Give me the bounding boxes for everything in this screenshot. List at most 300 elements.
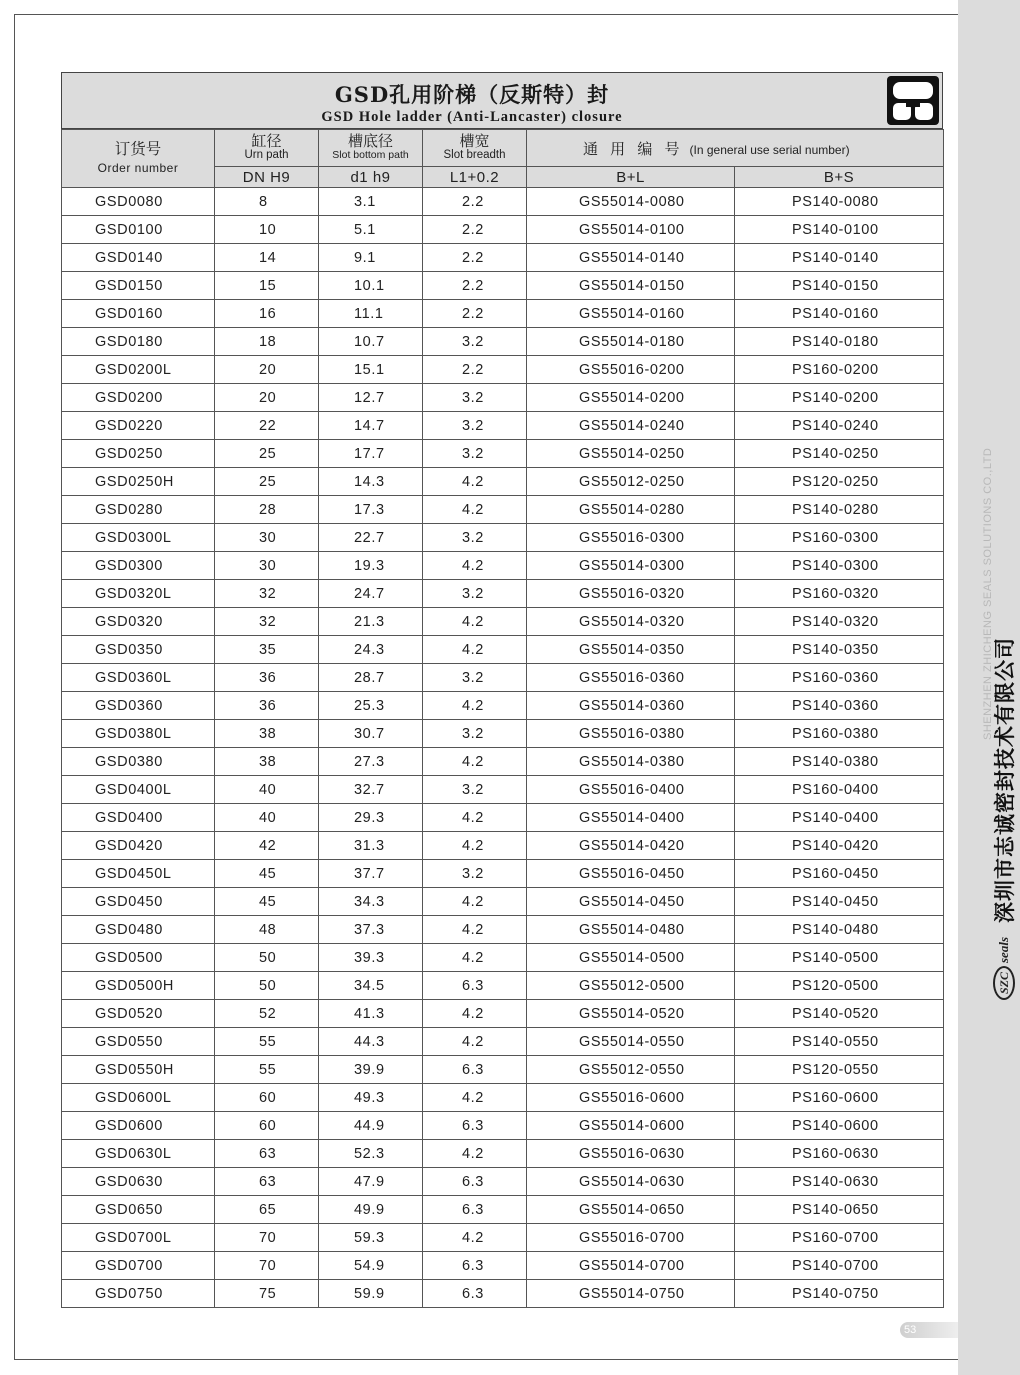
table-row <box>62 384 944 412</box>
product-table-sheet <box>61 72 943 1308</box>
slot-bottom-cell: 27.3 <box>319 748 423 776</box>
urn-path-cell: 25 <box>215 440 319 468</box>
urn-path-cell: 63 <box>215 1168 319 1196</box>
order-number-cell: GSD0250H <box>62 468 215 496</box>
order-number-cell: GSD0750 <box>62 1280 215 1308</box>
serial-bs-cell: PS140-0240 <box>735 412 944 440</box>
slot-breadth-cell: 3.2 <box>423 440 527 468</box>
slot-breadth-cell: 4.2 <box>423 916 527 944</box>
slot-breadth-cell: 6.3 <box>423 1196 527 1224</box>
header-urn-path: 缸径 Urn path <box>215 130 319 167</box>
slot-bottom-cell: 5.1 <box>319 216 423 244</box>
urn-path-cell: 52 <box>215 1000 319 1028</box>
logo-word: seals <box>996 937 1011 963</box>
urn-path-cell: 20 <box>215 384 319 412</box>
serial-bs-cell: PS140-0080 <box>735 188 944 216</box>
slot-bottom-cell: 28.7 <box>319 664 423 692</box>
order-number-cell: GSD0650 <box>62 1196 215 1224</box>
serial-bs-cell: PS160-0450 <box>735 860 944 888</box>
serial-bs-cell: PS140-0160 <box>735 300 944 328</box>
urn-path-cell: 55 <box>215 1028 319 1056</box>
product-table <box>61 129 944 1308</box>
slot-bottom-cell: 30.7 <box>319 720 423 748</box>
serial-bs-cell: PS140-0180 <box>735 328 944 356</box>
urn-path-cell: 65 <box>215 1196 319 1224</box>
serial-bs-cell: PS140-0100 <box>735 216 944 244</box>
company-name-cn: 深圳市志诚密封技术有限公司 <box>992 637 1017 923</box>
order-number-cell: GSD0400 <box>62 804 215 832</box>
header-general-serial: 通 用 编 号 (In general use serial number) <box>527 130 944 167</box>
slot-breadth-cell: 3.2 <box>423 720 527 748</box>
serial-bl-cell: GS55014-0360 <box>527 692 735 720</box>
table-row <box>62 1056 944 1084</box>
slot-breadth-cell: 4.2 <box>423 1224 527 1252</box>
urn-path-cell: 38 <box>215 720 319 748</box>
table-row <box>62 1028 944 1056</box>
slot-breadth-cell: 6.3 <box>423 1280 527 1308</box>
urn-path-cell: 45 <box>215 860 319 888</box>
slot-bottom-cell: 25.3 <box>319 692 423 720</box>
urn-path-cell: 40 <box>215 804 319 832</box>
slot-breadth-cell: 4.2 <box>423 748 527 776</box>
serial-bl-cell: GS55014-0150 <box>527 272 735 300</box>
table-row <box>62 328 944 356</box>
serial-bs-cell: PS140-0750 <box>735 1280 944 1308</box>
slot-breadth-cell: 4.2 <box>423 552 527 580</box>
slot-breadth-cell: 2.2 <box>423 300 527 328</box>
table-row <box>62 524 944 552</box>
slot-breadth-cell: 4.2 <box>423 1028 527 1056</box>
slot-bottom-cell: 14.3 <box>319 468 423 496</box>
company-banner <box>989 637 1019 1000</box>
slot-bottom-cell: 12.7 <box>319 384 423 412</box>
slot-breadth-cell: 3.2 <box>423 412 527 440</box>
slot-bottom-cell: 10.1 <box>319 272 423 300</box>
serial-bl-cell: GS55014-0320 <box>527 608 735 636</box>
serial-bl-cell: GS55012-0550 <box>527 1056 735 1084</box>
serial-bs-cell: PS140-0150 <box>735 272 944 300</box>
slot-breadth-cell: 3.2 <box>423 384 527 412</box>
serial-bs-cell: PS120-0500 <box>735 972 944 1000</box>
urn-path-cell: 15 <box>215 272 319 300</box>
urn-path-cell: 40 <box>215 776 319 804</box>
slot-breadth-cell: 4.2 <box>423 692 527 720</box>
serial-bl-cell: GS55014-0600 <box>527 1112 735 1140</box>
slot-breadth-cell: 3.2 <box>423 580 527 608</box>
serial-bs-cell: PS140-0300 <box>735 552 944 580</box>
serial-bs-cell: PS160-0700 <box>735 1224 944 1252</box>
slot-breadth-cell: 4.2 <box>423 496 527 524</box>
table-row <box>62 1280 944 1308</box>
serial-bl-cell: GS55014-0450 <box>527 888 735 916</box>
header-dn: DN H9 <box>215 167 319 188</box>
serial-bl-cell: GS55014-0250 <box>527 440 735 468</box>
serial-bs-cell: PS140-0630 <box>735 1168 944 1196</box>
slot-breadth-cell: 4.2 <box>423 804 527 832</box>
urn-path-cell: 25 <box>215 468 319 496</box>
slot-breadth-cell: 3.2 <box>423 776 527 804</box>
serial-bl-cell: GS55014-0750 <box>527 1280 735 1308</box>
serial-bl-cell: GS55014-0500 <box>527 944 735 972</box>
serial-bs-cell: PS160-0380 <box>735 720 944 748</box>
table-row <box>62 496 944 524</box>
serial-bs-cell: PS140-0140 <box>735 244 944 272</box>
slot-bottom-cell: 29.3 <box>319 804 423 832</box>
table-row <box>62 580 944 608</box>
serial-bl-cell: GS55016-0380 <box>527 720 735 748</box>
table-row <box>62 244 944 272</box>
header-bs: B+S <box>735 167 944 188</box>
title-cn: GSD孔用阶梯（反斯特）封 <box>334 82 610 107</box>
table-row <box>62 1000 944 1028</box>
table-row <box>62 1112 944 1140</box>
serial-bs-cell: PS160-0320 <box>735 580 944 608</box>
header-d1: d1 h9 <box>319 167 423 188</box>
urn-path-cell: 75 <box>215 1280 319 1308</box>
order-number-cell: GSD0220 <box>62 412 215 440</box>
page-number: 53 <box>900 1322 958 1338</box>
table-row <box>62 1084 944 1112</box>
order-number-cell: GSD0150 <box>62 272 215 300</box>
slot-bottom-cell: 37.7 <box>319 860 423 888</box>
order-number-cell: GSD0500 <box>62 944 215 972</box>
serial-bl-cell: GS55014-0080 <box>527 188 735 216</box>
order-number-cell: GSD0160 <box>62 300 215 328</box>
table-row <box>62 636 944 664</box>
header-slot-bottom: 槽底径 Slot bottom path <box>319 130 423 167</box>
serial-bs-cell: PS120-0550 <box>735 1056 944 1084</box>
slot-breadth-cell: 6.3 <box>423 1252 527 1280</box>
urn-path-cell: 36 <box>215 692 319 720</box>
table-row <box>62 888 944 916</box>
table-row <box>62 552 944 580</box>
table-row <box>62 272 944 300</box>
table-row <box>62 832 944 860</box>
urn-path-cell: 10 <box>215 216 319 244</box>
order-number-cell: GSD0080 <box>62 188 215 216</box>
header-l1: L1+0.2 <box>423 167 527 188</box>
serial-bs-cell: PS140-0650 <box>735 1196 944 1224</box>
urn-path-cell: 28 <box>215 496 319 524</box>
slot-breadth-cell: 6.3 <box>423 1056 527 1084</box>
order-number-cell: GSD0420 <box>62 832 215 860</box>
serial-bs-cell: PS160-0300 <box>735 524 944 552</box>
table-row <box>62 1224 944 1252</box>
order-number-cell: GSD0630L <box>62 1140 215 1168</box>
order-number-cell: GSD0200 <box>62 384 215 412</box>
serial-bl-cell: GS55016-0450 <box>527 860 735 888</box>
urn-path-cell: 30 <box>215 552 319 580</box>
slot-breadth-cell: 2.2 <box>423 188 527 216</box>
serial-bl-cell: GS55014-0300 <box>527 552 735 580</box>
urn-path-cell: 35 <box>215 636 319 664</box>
slot-breadth-cell: 6.3 <box>423 1112 527 1140</box>
table-row <box>62 608 944 636</box>
table-row <box>62 664 944 692</box>
slot-bottom-cell: 59.9 <box>319 1280 423 1308</box>
serial-bl-cell: GS55014-0630 <box>527 1168 735 1196</box>
urn-path-cell: 45 <box>215 888 319 916</box>
table-row <box>62 1168 944 1196</box>
slot-breadth-cell: 3.2 <box>423 524 527 552</box>
slot-bottom-cell: 44.9 <box>319 1112 423 1140</box>
serial-bs-cell: PS160-0400 <box>735 776 944 804</box>
logo-mark: SZC <box>993 966 1015 1000</box>
slot-breadth-cell: 4.2 <box>423 1084 527 1112</box>
serial-bl-cell: GS55014-0200 <box>527 384 735 412</box>
serial-bl-cell: GS55016-0700 <box>527 1224 735 1252</box>
urn-path-cell: 50 <box>215 972 319 1000</box>
serial-bl-cell: GS55012-0500 <box>527 972 735 1000</box>
order-number-cell: GSD0550 <box>62 1028 215 1056</box>
serial-bs-cell: PS140-0250 <box>735 440 944 468</box>
slot-bottom-cell: 21.3 <box>319 608 423 636</box>
table-row <box>62 1140 944 1168</box>
order-number-cell: GSD0360 <box>62 692 215 720</box>
seal-profile-icon <box>884 73 942 128</box>
serial-bl-cell: GS55014-0180 <box>527 328 735 356</box>
urn-path-cell: 42 <box>215 832 319 860</box>
slot-breadth-cell: 4.2 <box>423 468 527 496</box>
order-number-cell: GSD0380 <box>62 748 215 776</box>
slot-bottom-cell: 19.3 <box>319 552 423 580</box>
serial-bl-cell: GS55014-0100 <box>527 216 735 244</box>
table-row <box>62 412 944 440</box>
order-number-cell: GSD0280 <box>62 496 215 524</box>
slot-breadth-cell: 4.2 <box>423 944 527 972</box>
serial-bl-cell: GS55014-0350 <box>527 636 735 664</box>
serial-bl-cell: GS55016-0400 <box>527 776 735 804</box>
serial-bs-cell: PS140-0700 <box>735 1252 944 1280</box>
serial-bl-cell: GS55014-0550 <box>527 1028 735 1056</box>
slot-bottom-cell: 11.1 <box>319 300 423 328</box>
order-number-cell: GSD0480 <box>62 916 215 944</box>
urn-path-cell: 14 <box>215 244 319 272</box>
header-bl: B+L <box>527 167 735 188</box>
urn-path-cell: 8 <box>215 188 319 216</box>
slot-bottom-cell: 47.9 <box>319 1168 423 1196</box>
table-row <box>62 356 944 384</box>
serial-bl-cell: GS55014-0240 <box>527 412 735 440</box>
order-number-cell: GSD0350 <box>62 636 215 664</box>
serial-bs-cell: PS140-0360 <box>735 692 944 720</box>
company-name-en: SHENZHEN ZHICHENG SEALS SOLUTIONS CO.,LTD <box>982 447 994 740</box>
urn-path-cell: 22 <box>215 412 319 440</box>
slot-bottom-cell: 31.3 <box>319 832 423 860</box>
urn-path-cell: 16 <box>215 300 319 328</box>
order-number-cell: GSD0450 <box>62 888 215 916</box>
urn-path-cell: 18 <box>215 328 319 356</box>
serial-bs-cell: PS160-0200 <box>735 356 944 384</box>
serial-bs-cell: PS140-0520 <box>735 1000 944 1028</box>
serial-bl-cell: GS55014-0140 <box>527 244 735 272</box>
urn-path-cell: 60 <box>215 1112 319 1140</box>
table-row <box>62 776 944 804</box>
serial-bs-cell: PS140-0420 <box>735 832 944 860</box>
slot-bottom-cell: 34.5 <box>319 972 423 1000</box>
table-row <box>62 804 944 832</box>
urn-path-cell: 32 <box>215 608 319 636</box>
urn-path-cell: 70 <box>215 1252 319 1280</box>
serial-bs-cell: PS140-0500 <box>735 944 944 972</box>
serial-bs-cell: PS140-0280 <box>735 496 944 524</box>
slot-breadth-cell: 3.2 <box>423 664 527 692</box>
order-number-cell: GSD0600 <box>62 1112 215 1140</box>
slot-breadth-cell: 6.3 <box>423 1168 527 1196</box>
slot-breadth-cell: 4.2 <box>423 1140 527 1168</box>
urn-path-cell: 38 <box>215 748 319 776</box>
serial-bs-cell: PS160-0630 <box>735 1140 944 1168</box>
table-row <box>62 692 944 720</box>
slot-breadth-cell: 2.2 <box>423 356 527 384</box>
table-row <box>62 440 944 468</box>
slot-bottom-cell: 14.7 <box>319 412 423 440</box>
table-row <box>62 944 944 972</box>
serial-bs-cell: PS160-0360 <box>735 664 944 692</box>
serial-bl-cell: GS55014-0400 <box>527 804 735 832</box>
order-number-cell: GSD0320 <box>62 608 215 636</box>
urn-path-cell: 63 <box>215 1140 319 1168</box>
serial-bl-cell: GS55016-0600 <box>527 1084 735 1112</box>
slot-bottom-cell: 17.7 <box>319 440 423 468</box>
slot-breadth-cell: 4.2 <box>423 832 527 860</box>
urn-path-cell: 32 <box>215 580 319 608</box>
slot-bottom-cell: 15.1 <box>319 356 423 384</box>
serial-bl-cell: GS55012-0250 <box>527 468 735 496</box>
slot-breadth-cell: 2.2 <box>423 244 527 272</box>
serial-bl-cell: GS55014-0380 <box>527 748 735 776</box>
table-row <box>62 972 944 1000</box>
slot-bottom-cell: 49.3 <box>319 1084 423 1112</box>
urn-path-cell: 50 <box>215 944 319 972</box>
serial-bs-cell: PS140-0550 <box>735 1028 944 1056</box>
table-row <box>62 1252 944 1280</box>
serial-bl-cell: GS55016-0360 <box>527 664 735 692</box>
slot-breadth-cell: 4.2 <box>423 888 527 916</box>
serial-bs-cell: PS160-0600 <box>735 1084 944 1112</box>
slot-bottom-cell: 17.3 <box>319 496 423 524</box>
order-number-cell: GSD0400L <box>62 776 215 804</box>
serial-bl-cell: GS55014-0520 <box>527 1000 735 1028</box>
slot-breadth-cell: 4.2 <box>423 1000 527 1028</box>
serial-bs-cell: PS140-0450 <box>735 888 944 916</box>
serial-bs-cell: PS140-0400 <box>735 804 944 832</box>
serial-bl-cell: GS55014-0420 <box>527 832 735 860</box>
slot-bottom-cell: 32.7 <box>319 776 423 804</box>
slot-breadth-cell: 6.3 <box>423 972 527 1000</box>
table-row <box>62 188 944 216</box>
table-row <box>62 860 944 888</box>
slot-bottom-cell: 24.3 <box>319 636 423 664</box>
slot-breadth-cell: 4.2 <box>423 608 527 636</box>
order-number-cell: GSD0300L <box>62 524 215 552</box>
slot-bottom-cell: 9.1 <box>319 244 423 272</box>
header-slot-breadth: 槽宽 Slot breadth <box>423 130 527 167</box>
header-order-number: 订货号 Order number <box>62 130 215 188</box>
order-number-cell: GSD0200L <box>62 356 215 384</box>
slot-bottom-cell: 59.3 <box>319 1224 423 1252</box>
urn-path-cell: 55 <box>215 1056 319 1084</box>
order-number-cell: GSD0550H <box>62 1056 215 1084</box>
urn-path-cell: 30 <box>215 524 319 552</box>
table-title-bar <box>61 72 943 129</box>
urn-path-cell: 20 <box>215 356 319 384</box>
serial-bl-cell: GS55016-0320 <box>527 580 735 608</box>
slot-breadth-cell: 3.2 <box>423 860 527 888</box>
order-number-cell: GSD0630 <box>62 1168 215 1196</box>
slot-bottom-cell: 52.3 <box>319 1140 423 1168</box>
order-number-cell: GSD0300 <box>62 552 215 580</box>
serial-bl-cell: GS55016-0630 <box>527 1140 735 1168</box>
order-number-cell: GSD0250 <box>62 440 215 468</box>
order-number-cell: GSD0600L <box>62 1084 215 1112</box>
order-number-cell: GSD0700 <box>62 1252 215 1280</box>
order-number-cell: GSD0320L <box>62 580 215 608</box>
order-number-cell: GSD0520 <box>62 1000 215 1028</box>
slot-bottom-cell: 49.9 <box>319 1196 423 1224</box>
serial-bl-cell: GS55016-0300 <box>527 524 735 552</box>
order-number-cell: GSD0180 <box>62 328 215 356</box>
company-logo <box>993 937 1015 1000</box>
serial-bl-cell: GS55014-0700 <box>527 1252 735 1280</box>
order-number-cell: GSD0380L <box>62 720 215 748</box>
slot-bottom-cell: 44.3 <box>319 1028 423 1056</box>
serial-bs-cell: PS140-0480 <box>735 916 944 944</box>
serial-bl-cell: GS55014-0280 <box>527 496 735 524</box>
serial-bs-cell: PS140-0320 <box>735 608 944 636</box>
table-row <box>62 1196 944 1224</box>
table-row <box>62 468 944 496</box>
order-number-cell: GSD0700L <box>62 1224 215 1252</box>
slot-bottom-cell: 10.7 <box>319 328 423 356</box>
slot-breadth-cell: 2.2 <box>423 216 527 244</box>
order-number-cell: GSD0450L <box>62 860 215 888</box>
slot-bottom-cell: 34.3 <box>319 888 423 916</box>
serial-bs-cell: PS140-0200 <box>735 384 944 412</box>
serial-bl-cell: GS55014-0650 <box>527 1196 735 1224</box>
order-number-cell: GSD0360L <box>62 664 215 692</box>
order-number-cell: GSD0140 <box>62 244 215 272</box>
slot-breadth-cell: 3.2 <box>423 328 527 356</box>
order-number-cell: GSD0100 <box>62 216 215 244</box>
serial-bs-cell: PS140-0600 <box>735 1112 944 1140</box>
serial-bs-cell: PS140-0380 <box>735 748 944 776</box>
slot-bottom-cell: 39.3 <box>319 944 423 972</box>
slot-breadth-cell: 2.2 <box>423 272 527 300</box>
table-row <box>62 216 944 244</box>
serial-bl-cell: GS55014-0160 <box>527 300 735 328</box>
slot-breadth-cell: 4.2 <box>423 636 527 664</box>
slot-bottom-cell: 24.7 <box>319 580 423 608</box>
serial-bs-cell: PS120-0250 <box>735 468 944 496</box>
slot-bottom-cell: 22.7 <box>319 524 423 552</box>
order-number-cell: GSD0500H <box>62 972 215 1000</box>
slot-bottom-cell: 41.3 <box>319 1000 423 1028</box>
slot-bottom-cell: 39.9 <box>319 1056 423 1084</box>
urn-path-cell: 48 <box>215 916 319 944</box>
table-row <box>62 916 944 944</box>
slot-bottom-cell: 54.9 <box>319 1252 423 1280</box>
serial-bl-cell: GS55014-0480 <box>527 916 735 944</box>
table-row <box>62 748 944 776</box>
slot-bottom-cell: 3.1 <box>319 188 423 216</box>
table-row <box>62 720 944 748</box>
serial-bs-cell: PS140-0350 <box>735 636 944 664</box>
title-en: GSD Hole ladder (Anti-Lancaster) closure <box>321 109 623 125</box>
urn-path-cell: 70 <box>215 1224 319 1252</box>
urn-path-cell: 60 <box>215 1084 319 1112</box>
table-row <box>62 300 944 328</box>
